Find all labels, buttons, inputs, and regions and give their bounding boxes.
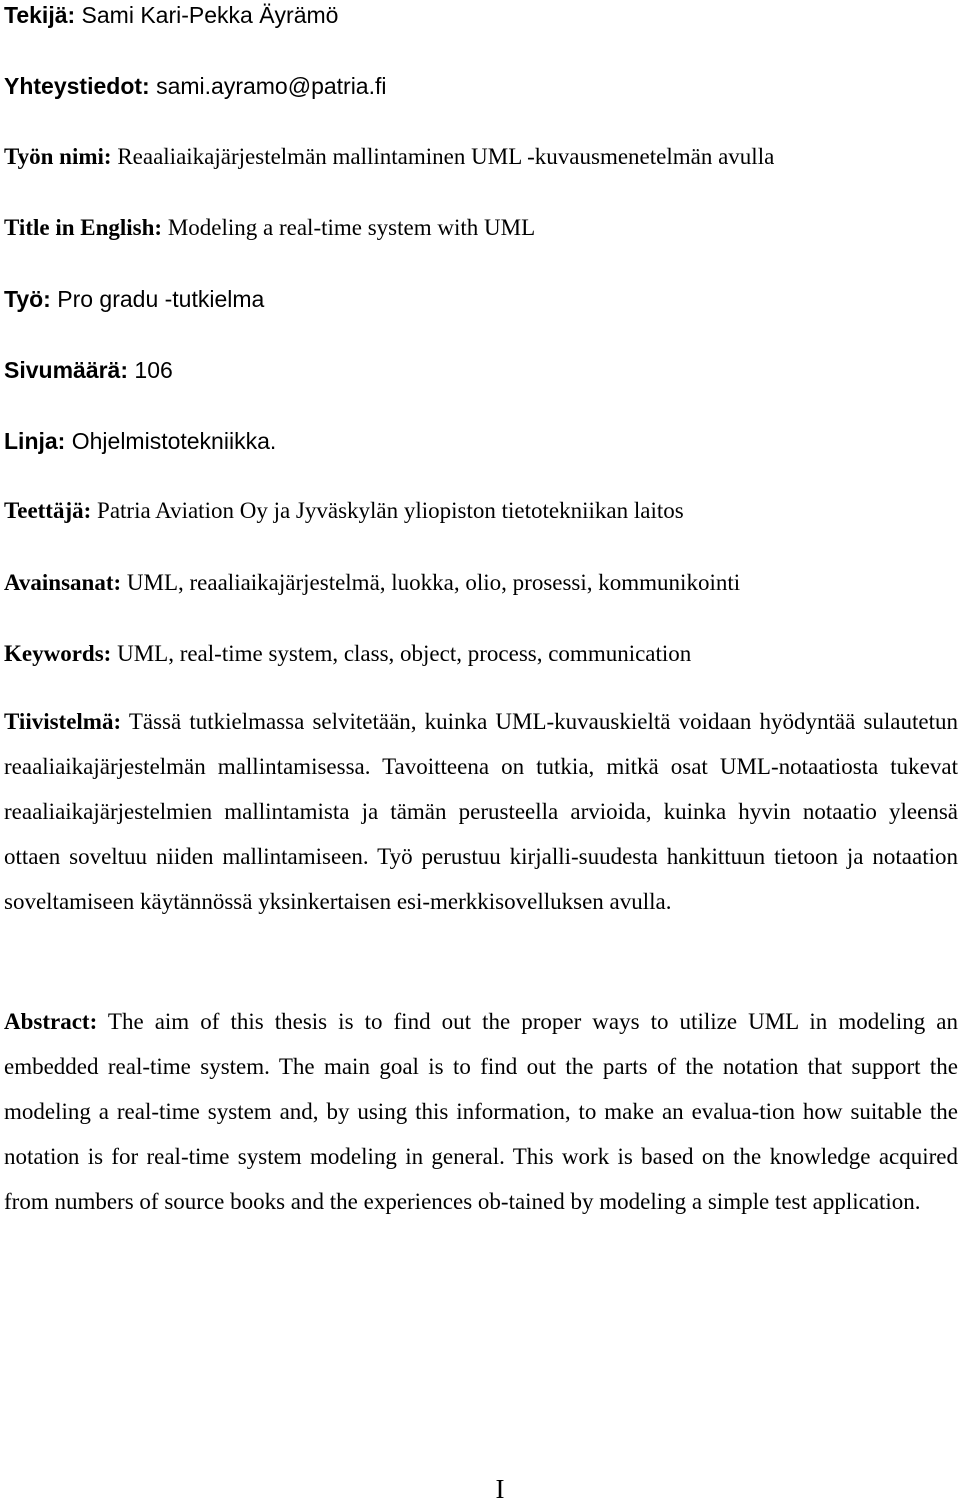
commissioner-label: Teettäjä: bbox=[4, 498, 92, 523]
title-en-value: Modeling a real-time system with UML bbox=[167, 215, 536, 240]
keywords-fi-line bbox=[4, 569, 740, 597]
work-line bbox=[4, 285, 264, 313]
title-fi-line bbox=[4, 143, 774, 171]
page-number: I bbox=[495, 1474, 505, 1504]
keywords-en-value: UML, real-time system, class, object, process, communication bbox=[117, 641, 692, 666]
summary-fi-paragraph bbox=[4, 699, 958, 924]
commissioner-line bbox=[4, 497, 684, 525]
abstract-en-label: Abstract: bbox=[4, 1009, 98, 1034]
abstract-en-paragraph bbox=[4, 999, 958, 1224]
line-label: Linja: bbox=[4, 428, 66, 454]
keywords-en-line bbox=[4, 640, 691, 668]
line-line bbox=[4, 427, 276, 455]
summary-fi-label: Tiivistelmä: bbox=[4, 709, 122, 734]
author-label: Tekijä: bbox=[4, 2, 76, 28]
title-fi-label: Työn nimi: bbox=[4, 144, 112, 169]
pages-line bbox=[4, 356, 173, 384]
work-label: Työ: bbox=[4, 286, 51, 312]
author-value: Sami Kari-Pekka Äyrämö bbox=[81, 2, 339, 28]
commissioner-value: Patria Aviation Oy ja Jyväskylän yliopiston tietotekniikan laitos bbox=[97, 498, 684, 523]
contact-line bbox=[4, 72, 387, 100]
work-value: Pro gradu -tutkielma bbox=[57, 286, 265, 312]
author-line bbox=[4, 1, 338, 29]
keywords-en-label: Keywords: bbox=[4, 641, 112, 666]
keywords-fi-value: UML, reaaliaikajärjestelmä, luokka, olio, prosessi, kommunikointi bbox=[126, 570, 741, 595]
pages-label: Sivumäärä: bbox=[4, 357, 129, 383]
contact-value: sami.ayramo@patria.fi bbox=[156, 73, 387, 99]
abstract-en-text: The aim of this thesis is to find out the proper ways to utilize UML in modeling an embedded real-time system. The main goal is to find out the parts of the notation that support the modeling a real-time system and, by using this information, to make an evalua-tion how suitable the notation is for real-time system modeling in general. This work is based on the knowledge acquired from numbers of source books and the experiences ob-tained by modeling a simple test application. bbox=[4, 1009, 958, 1214]
title-fi-value: Reaaliaikajärjestelmän mallintaminen UML -kuvausmenetelmän avulla bbox=[117, 144, 775, 169]
pages-value: 106 bbox=[134, 357, 173, 383]
keywords-fi-label: Avainsanat: bbox=[4, 570, 122, 595]
summary-fi-text: Tässä tutkielmassa selvitetään, kuinka UML-kuvauskieltä voidaan hyödyntää sulautetun reaaliaikajärjestelmän mallintamisessa. Tavoitteena on tutkia, mitkä osat UML-notaatiosta tukevat reaaliaikajärjestelmien mallintamista ja tämän perusteella arvioida, kuinka hyvin notaatio yleensä ottaen soveltuu niiden mallintamiseen. Työ perustuu kirjalli-suudesta hankittuun tietoon ja notaation soveltamiseen käytännössä yksinkertaisen esi-merkkisovelluksen avulla. bbox=[4, 709, 958, 914]
contact-label: Yhteystiedot: bbox=[4, 73, 150, 99]
line-value: Ohjelmistotekniikka. bbox=[71, 428, 277, 454]
title-en-label: Title in English: bbox=[4, 215, 163, 240]
title-en-line bbox=[4, 214, 535, 242]
